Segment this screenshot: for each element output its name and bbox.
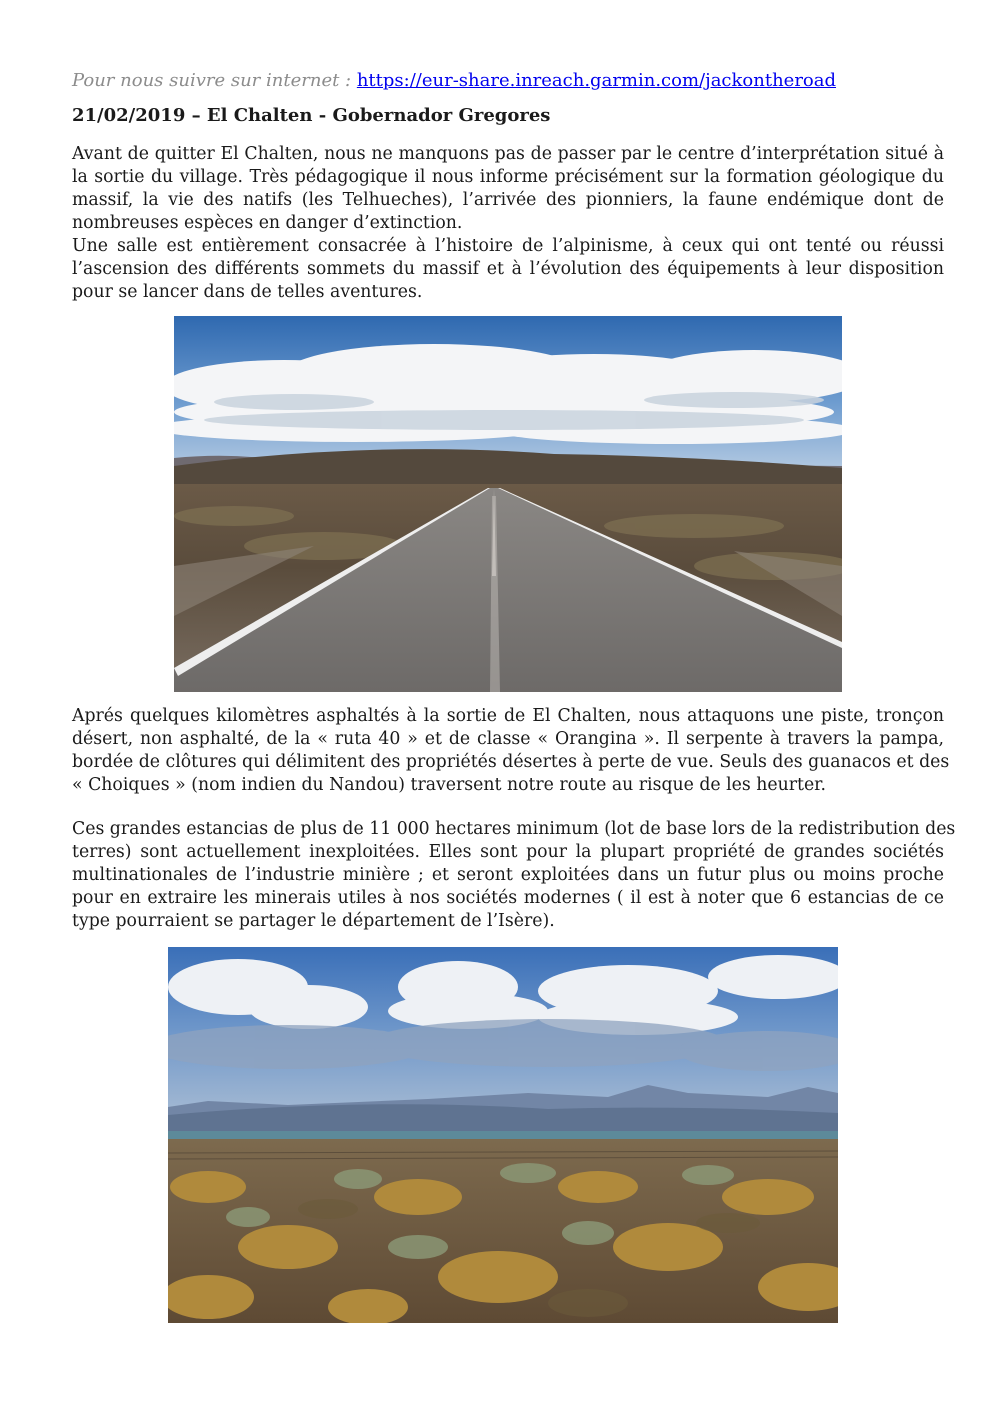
- text-line: pour en extraire les minerais utiles à nos sociétés modernes ( il est à noter que 6 estancias de ce: [72, 888, 944, 908]
- paragraph-track: [72, 705, 950, 797]
- entry-title: 21/02/2019 – El Chalten - Gobernador Gregores: [72, 105, 551, 126]
- text-line: type pourraient se partager le département de l’Isère).: [72, 911, 555, 931]
- road-photo: [174, 316, 842, 692]
- text-line: pour se lancer dans de telles aventures.: [72, 282, 423, 302]
- text-line: désert, non asphalté, de la « ruta 40 » et de classe « Orangina ». Il serpente à travers la pampa,: [72, 729, 944, 749]
- tracking-link[interactable]: https://eur-share.inreach.garmin.com/jackontheroad: [356, 70, 837, 91]
- paragraph-intro: [72, 143, 944, 304]
- follow-label: Pour nous suivre sur internet :: [72, 70, 357, 91]
- pampa-photo: [168, 947, 838, 1323]
- text-line: bordée de clôtures qui délimitent des propriétés désertes à perte de vue. Seuls des guanacos et des: [72, 752, 950, 772]
- text-line: nombreuses espèces en danger d’extinction.: [72, 213, 463, 233]
- text-line: Aprés quelques kilomètres asphaltés à la sortie de El Chalten, nous attaquons une piste, tronçon: [72, 706, 944, 726]
- paragraph-estancias: [72, 818, 956, 933]
- text-line: massif, la vie des natifs (les Telhueches), l’arrivée des pionniers, la faune endémique dont de: [72, 190, 944, 210]
- text-line: Une salle est entièrement consacrée à l’histoire de l’alpinisme, à ceux qui ont tenté ou réussi: [72, 236, 944, 256]
- text-line: la sortie du village. Très pédagogique il nous informe précisément sur la formation géologique du: [72, 167, 944, 187]
- text-line: Ces grandes estancias de plus de 11 000 hectares minimum (lot de base lors de la redistribution des: [72, 819, 956, 839]
- text-line: « Choiques » (nom indien du Nandou) traversent notre route au risque de les heurter.: [72, 775, 827, 795]
- follow-line: [72, 69, 836, 93]
- text-line: terres) sont actuellement inexploitées. Elles sont pour la plupart propriété de grandes sociétés: [72, 842, 944, 862]
- text-line: Avant de quitter El Chalten, nous ne manquons pas de passer par le centre d’interprétation situé à: [72, 144, 944, 164]
- text-line: multinationales de l’industrie minière ; et seront exploitées dans un futur plus ou moins proche: [72, 865, 944, 885]
- text-line: l’ascension des différents sommets du massif et à l’évolution des équipements à leur disposition: [72, 259, 944, 279]
